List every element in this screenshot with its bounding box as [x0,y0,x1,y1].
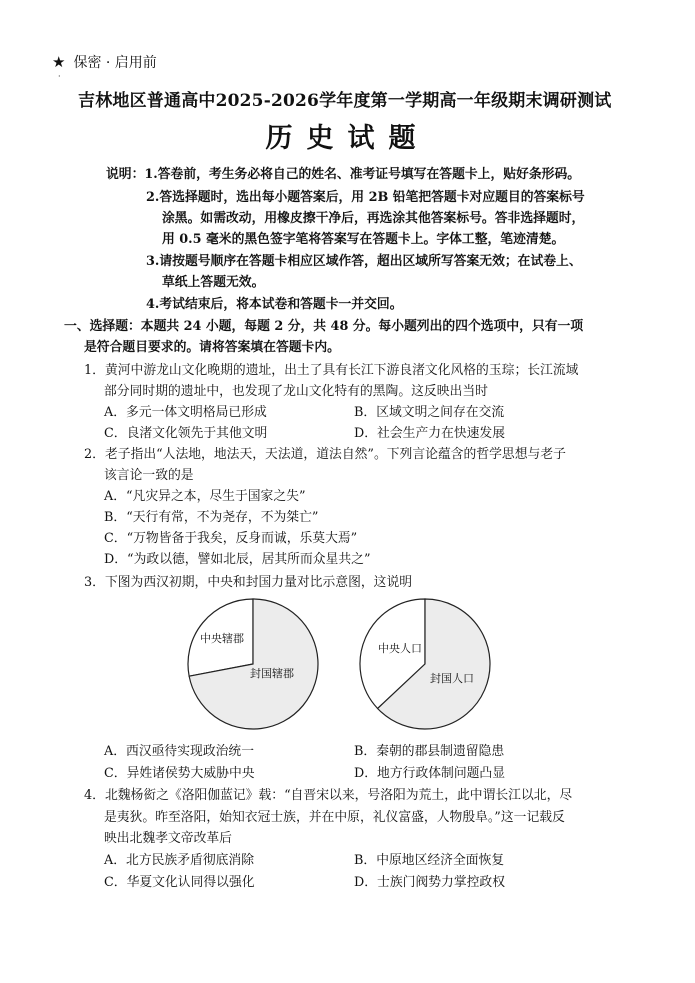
question-2-option-d: D．“为政以德，譬如北辰，居其所而众星共之” [104,552,371,567]
question-3-option-d: D．地方行政体制问题凸显 [354,766,506,781]
question-4-stem: 映出北魏孝文帝改革后 [104,831,232,846]
pie-slice-label: 中央人口 [378,642,422,655]
question-1-stem: 1．黄河中游龙山文化晚期的遗址，出土了具有长江下游良渚文化风格的玉琮；长江流域 [84,363,579,378]
instruction-line: 3.请按题号顺序在答题卡相应区域作答，超出区域所写答案无效；在试卷上、 [146,254,582,269]
question-4-option-b: B．中原地区经济全面恢复 [354,853,505,868]
question-4-option-d: D．士族门阀势力掌控政权 [354,875,506,890]
question-2-option-a: A．“凡灾异之本，尽生于国家之失” [104,489,306,504]
question-1-option-b: B．区域文明之间存在交流 [354,405,505,420]
instruction-line: 用 0.5 毫米的黑色签字笔将答案写在答题卡上。字体工整，笔迹清楚。 [162,232,565,247]
pie-charts-figure [180,590,520,738]
question-3-option-c: C．异姓诸侯势大威胁中央 [104,766,255,781]
section-heading: 是符合题目要求的。请将答案填在答题卡内。 [84,340,340,355]
section-heading: 一、选择题：本题共 24 小题，每题 2 分，共 48 分。每小题列出的四个选项中，只有一项 [64,319,584,334]
header-dot: · [58,72,61,81]
pie-chart-central-vs-fief-population [360,599,490,729]
question-2-option-c: C．“万物皆备于我矣，反身而诚，乐莫大焉” [104,531,358,546]
pie-chart-central-vs-fief-commanderies [188,599,318,729]
pie-slice-label: 封国人口 [430,672,474,685]
question-4-stem: 4．北魏杨衒之《洛阳伽蓝记》载：“自晋宋以来，号洛阳为荒土，此中谓长江以北，尽 [84,788,573,803]
star-icon: ★ [52,53,66,71]
instruction-line: 草纸上答题无效。 [162,275,265,290]
question-4-option-c: C．华夏文化认同得以强化 [104,875,255,890]
question-1-stem: 部分同时期的遗址中，也发现了龙山文化特有的黑陶。这反映出当时 [104,384,488,399]
pie-slice-label: 封国辖郡 [250,667,294,680]
question-2-option-b: B．“天行有常，不为尧存，不为桀亡” [104,510,319,525]
question-2-stem: 2．老子指出“人法地，地法天，天法道，道法自然”。下列言论蕴含的哲学思想与老子 [84,447,566,462]
question-2-stem: 该言论一致的是 [104,468,194,483]
confidential-label: 保密 · 启用前 [73,55,157,71]
question-3-option-a: A．西汉亟待实现政治统一 [104,744,255,759]
question-3-option-b: B．秦朝的郡县制遗留隐患 [354,744,505,759]
confidential-mark [52,52,157,72]
question-1-option-c: C．良渚文化领先于其他文明 [104,426,268,441]
question-1-option-a: A．多元一体文明格局已形成 [104,405,267,420]
exam-title: 吉林地区普通高中2025-2026学年度第一学期高一年级期末调研测试 [78,91,612,111]
instruction-line: 2.答选择题时，选出每小题答案后，用 2B 铅笔把答题卡对应题目的答案标号 [146,190,585,205]
question-1-option-d: D．社会生产力在快速发展 [354,426,506,441]
question-4-stem: 是夷狄。昨至洛阳，始知衣冠士族，并在中原，礼仪富盛，人物殷阜。”这一记载反 [104,810,565,825]
instruction-line: 4.考试结束后，将本试卷和答题卡一并交回。 [146,297,403,312]
question-4-option-a: A．北方民族矛盾彻底消除 [104,853,255,868]
pie-slice-label: 中央辖郡 [200,632,244,645]
instruction-line: 说明：1.答卷前，考生务必将自己的姓名、准考证号填写在答题卡上，贴好条形码。 [106,167,581,182]
question-3-stem: 3．下图为西汉初期，中央和封国力量对比示意图，这说明 [84,575,413,590]
subject-title: 历史试题 [265,123,430,154]
instruction-line: 涂黑。如需改动，用橡皮擦干净后，再选涂其他答案标号。答非选择题时， [162,211,585,226]
